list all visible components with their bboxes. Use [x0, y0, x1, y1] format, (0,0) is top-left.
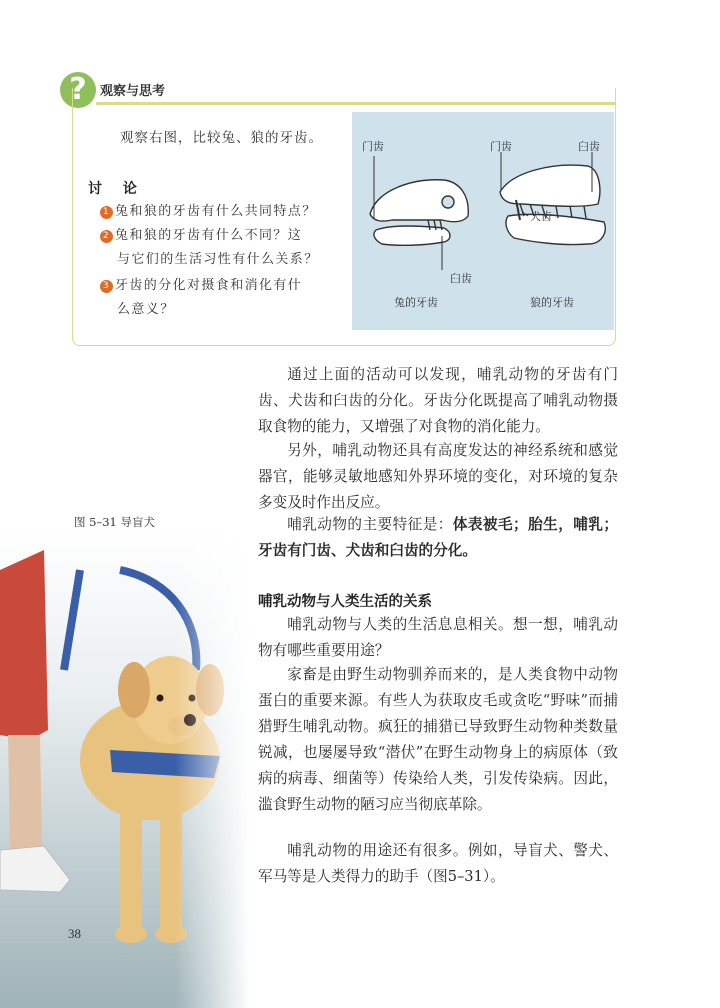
section-heading: 哺乳动物与人类生活的关系: [258, 594, 432, 610]
question-1: 1 兔和狼的牙齿有什么共同特点？: [100, 200, 317, 219]
rabbit-skull-icon: [370, 180, 468, 246]
figure-caption: 图 5–31 导盲犬: [74, 515, 156, 529]
question-2-cont: 与它们的生活习性有什么关系？: [117, 252, 319, 267]
number-badge: 3: [100, 280, 113, 293]
wolf-caption: 狼的牙齿: [530, 296, 574, 309]
rabbit-incisor-label: 门齿: [362, 140, 384, 153]
teeth-diagram: [352, 112, 614, 330]
section-label-observe: 观察与思考: [100, 84, 166, 99]
wolf-skull-icon: [500, 165, 605, 244]
paragraph-nervous: 另外，哺乳动物还具有高度发达的神经系统和感觉器官，能够灵敏地感知外界环境的变化，对环境的复杂多变及时作出反应。: [258, 442, 618, 511]
paragraph-relation: 哺乳动物与人类的生活息息相关。想一想，哺乳动物有哪些重要用途？: [258, 616, 618, 659]
rabbit-molar-label: 臼齿: [450, 272, 472, 285]
discussion-label: 讨 论: [88, 181, 145, 197]
guide-dog-photo: [0, 530, 250, 1008]
question-3: 3 牙齿的分化对摄食和消化有什: [100, 274, 302, 293]
question-3-cont: 么意义？: [117, 302, 175, 317]
wolf-molar-label: 臼齿: [578, 140, 600, 153]
wolf-canine-label: 犬齿: [530, 210, 552, 223]
paragraph-teeth: 通过上面的活动可以发现，哺乳动物的牙齿有门齿、犬齿和臼齿的分化。牙齿分化既提高了哺乳动物摄取食物的能力，又增强了对食物的消化能力。: [258, 366, 618, 435]
observe-intro: 观察右图，比较兔、狼的牙齿。: [120, 130, 323, 146]
number-badge: 2: [100, 230, 113, 243]
number-badge: 1: [100, 206, 113, 219]
question-2: 2 兔和狼的牙齿有什么不同？这: [100, 224, 302, 243]
skulls-illustration: [352, 112, 614, 330]
paragraph-uses: 哺乳动物的用途还有很多。例如，导盲犬、警犬、军马等是人类得力的助手（图5–31）。: [258, 842, 618, 885]
wolf-incisor-label: 门齿: [490, 140, 512, 153]
page-number: 38: [68, 926, 81, 941]
rabbit-caption: 兔的牙齿: [394, 296, 438, 309]
question-mark-icon: ?: [60, 72, 96, 108]
paragraph-features: 哺乳动物的主要特征是：体表被毛；胎生，哺乳；牙齿有门齿、犬齿和臼齿的分化。: [258, 516, 618, 559]
paragraph-livestock: 家畜是由野生动物驯养而来的，是人类食物中动物蛋白的重要来源。有些人为获取皮毛或贪吃“野味”而捕猎野生哺乳动物。疯狂的捕猎已导致野生动物种类数量锐减，也屡屡导致“潜伏”在野生动物身上的病原体（致病的病毒、细菌等）传染给人类，引发传染病。因此，滥食野生动物的陋习应当彻底革除。: [258, 666, 618, 813]
key-features: 体表被毛；胎生，哺乳；牙齿有门齿、犬齿和臼齿的分化。: [258, 516, 618, 559]
